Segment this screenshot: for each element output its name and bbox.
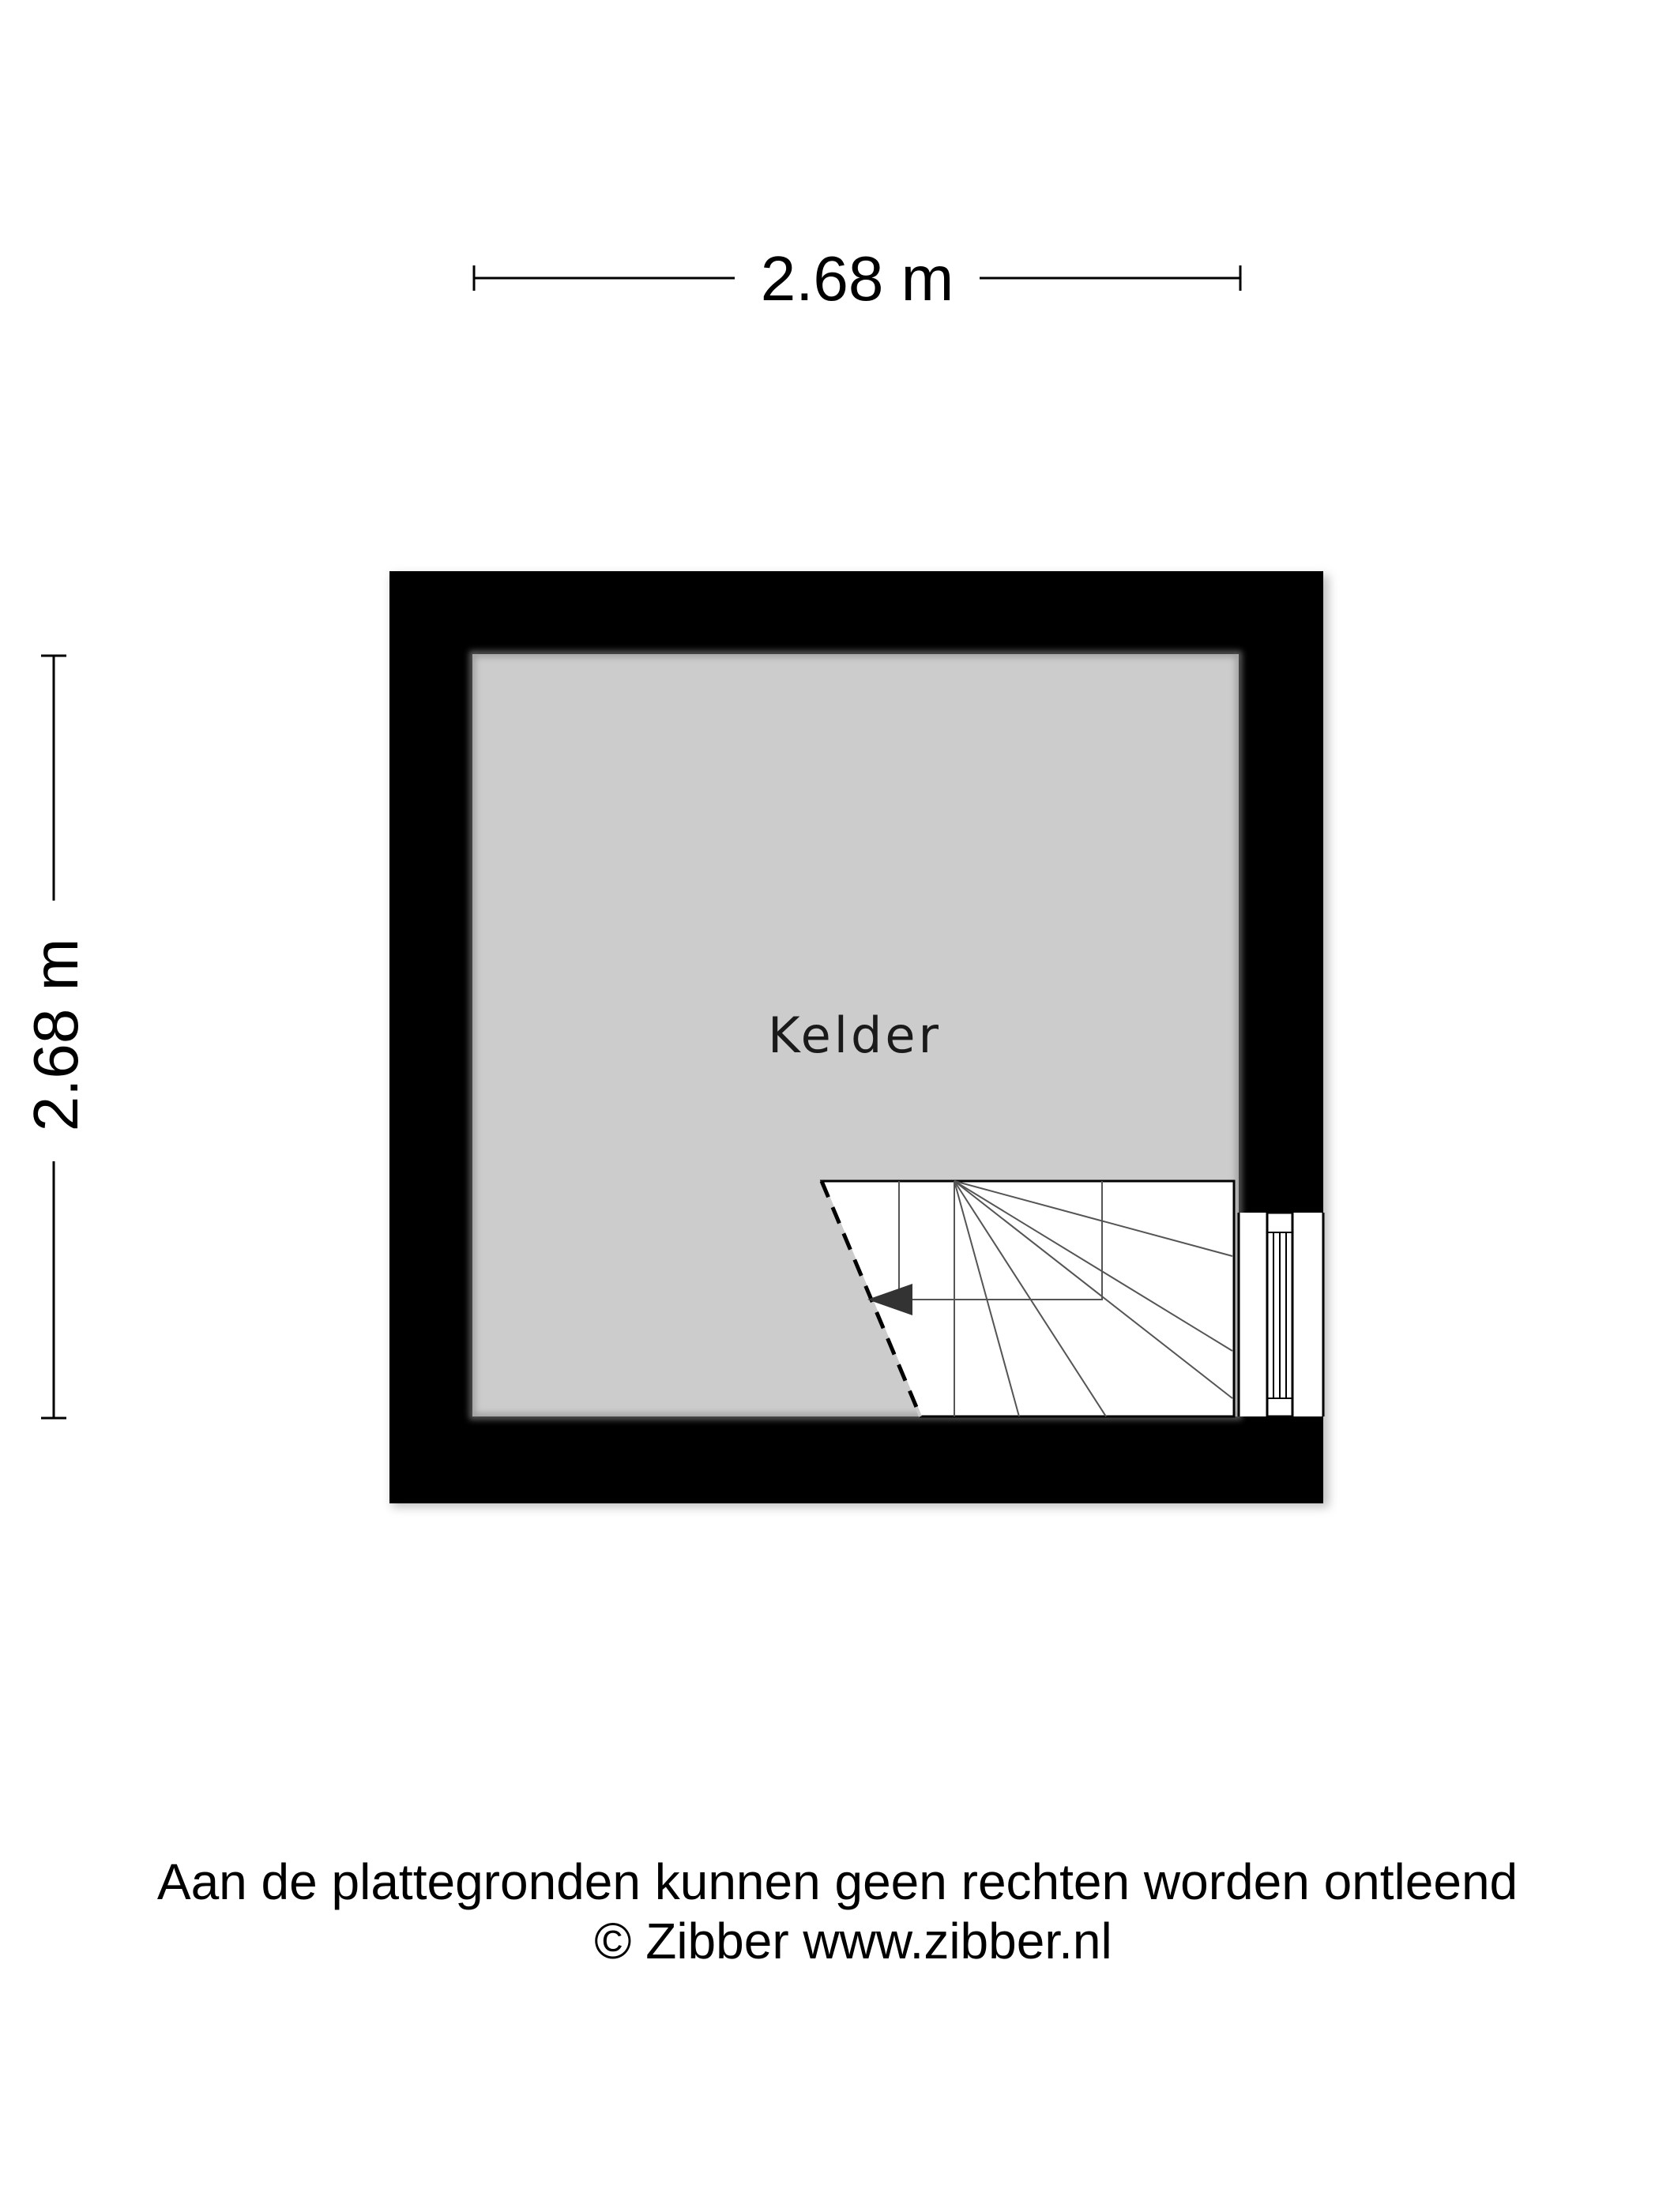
height-dimension xyxy=(21,656,91,1418)
width-label: 2.68 m xyxy=(760,243,954,314)
disclaimer-text: Aan de plattegronden kunnen geen rechten worden ontleend xyxy=(156,1853,1518,1910)
width-dimension xyxy=(474,243,1240,314)
window xyxy=(1239,1213,1323,1416)
height-label: 2.68 m xyxy=(21,938,91,1132)
copyright-text: © Zibber www.zibber.nl xyxy=(594,1913,1112,1969)
room-label-kelder: Kelder xyxy=(768,1006,942,1064)
